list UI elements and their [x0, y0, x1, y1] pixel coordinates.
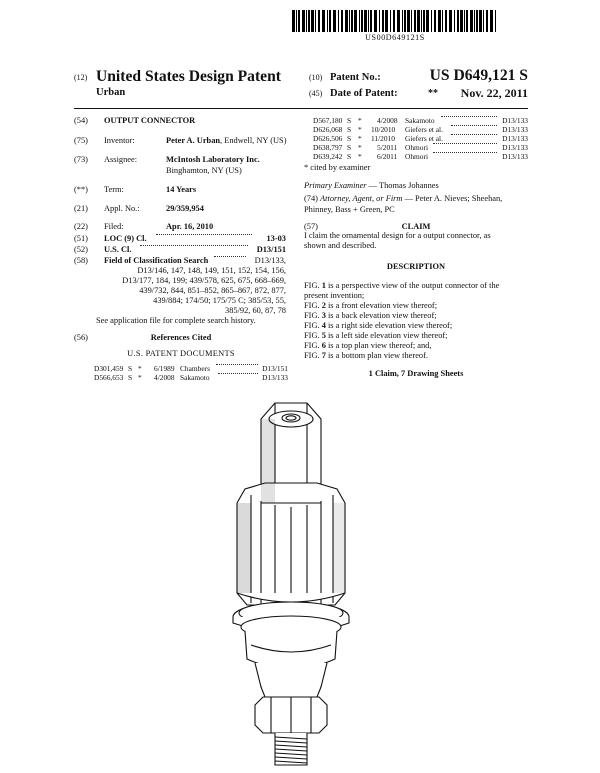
date-of-patent-label: Date of Patent: — [330, 88, 398, 99]
ref-kind: S — [347, 116, 352, 125]
appl-no-label: Appl. No.: — [104, 204, 140, 213]
attorney-label: Attorney, Agent, or Firm — [320, 194, 403, 203]
references-heading: References Cited — [150, 333, 212, 342]
fig-desc-4: FIG. 4 is a right side elevation view thereof; — [304, 321, 453, 330]
filed-label: Filed: — [104, 222, 124, 231]
ref-date: 6/2011 — [377, 152, 398, 161]
ref-star: * — [358, 143, 362, 152]
loc-code: (51) — [74, 234, 88, 243]
claims-sheets-summary: 1 Claim, 7 Drawing Sheets — [368, 369, 464, 378]
ref-class: D13/133 — [502, 134, 528, 143]
attorney-code: (74) — [304, 194, 318, 203]
us-cl-value: D13/151 — [256, 245, 286, 254]
ref-kind: S — [347, 125, 352, 134]
ref-name: Ohmori — [405, 152, 428, 161]
term-code: (**) — [74, 185, 88, 194]
ref-kind: S — [128, 364, 133, 373]
primary-examiner-name: — Thomas Johannes — [366, 181, 439, 190]
ref-number: D639,242 — [313, 152, 343, 161]
ref-kind: S — [347, 143, 352, 152]
fig-desc-6: FIG. 6 is a top plan view thereof; and, — [304, 341, 432, 350]
ref-class: D13/133 — [262, 373, 288, 382]
inventor-location: , Endwell, NY (US) — [220, 136, 287, 145]
claim-text-1: I claim the ornamental design for a output connector, as — [304, 231, 491, 240]
ref-star: * — [138, 364, 142, 373]
appl-no-code: (21) — [74, 204, 88, 213]
ref-date: 5/2011 — [377, 143, 398, 152]
fig-desc-2: FIG. 2 is a front elevation view thereof; — [304, 301, 438, 310]
header-code-12: (12) — [74, 73, 88, 82]
ref-class: D13/133 — [502, 152, 528, 161]
attorney-name-1: — Peter A. Nieves; Sheehan, — [402, 194, 503, 203]
claim-heading: CLAIM — [401, 222, 431, 231]
fig-desc-1: FIG. 1 is a perspective view of the output connector of the — [304, 281, 500, 290]
description-heading: DESCRIPTION — [386, 262, 446, 271]
claim-text-2: shown and described. — [304, 241, 377, 250]
field-search-line-5: 385/92, 60, 87, 78 — [225, 306, 286, 315]
loc-value: 13-03 — [266, 234, 286, 243]
ref-star: * — [138, 373, 142, 382]
ref-date: 11/2010 — [371, 134, 395, 143]
term-value: 14 Years — [166, 185, 197, 194]
references-code: (56) — [74, 333, 88, 342]
attorney-line — [304, 194, 502, 204]
patent-number: US D649,121 S — [429, 67, 528, 84]
output-connector-drawing — [195, 397, 375, 769]
ref-date: 6/1989 — [154, 364, 175, 373]
ref-number: D626,068 — [313, 125, 343, 134]
ref-number: D638,797 — [313, 143, 343, 152]
primary-examiner-label: Primary Examiner — [304, 181, 367, 190]
field-search-line-1: D13/146, 147, 148, 149, 151, 152, 154, 156, — [137, 266, 286, 275]
term-label: Term: — [104, 185, 124, 194]
header-code-45: (45) — [309, 89, 323, 98]
assignee-label: Assignee: — [104, 155, 138, 164]
ref-name: Chambers — [180, 364, 210, 373]
appl-no-value: 29/359,954 — [166, 204, 204, 213]
ref-class: D13/133 — [502, 125, 528, 134]
ref-number: D566,653 — [94, 373, 124, 382]
cited-by-examiner-note: * cited by examiner — [304, 163, 371, 172]
header-inventor: Urban — [96, 87, 126, 98]
ref-kind: S — [128, 373, 133, 382]
ref-date: 4/2008 — [154, 373, 175, 382]
field-search-label: Field of Classification Search — [104, 256, 209, 265]
field-search-first: D13/133, — [254, 256, 286, 265]
ref-name: Sakamoto — [180, 373, 210, 382]
ref-date: 4/2008 — [377, 116, 398, 125]
ref-name: Sakamoto — [405, 116, 435, 125]
ref-number: D626,506 — [313, 134, 343, 143]
inventor-code: (75) — [74, 136, 88, 145]
primary-examiner — [304, 181, 439, 191]
ref-name: Giefers et al. — [405, 134, 443, 143]
fig-desc-1-cont: present invention; — [304, 291, 365, 300]
us-cl-label: U.S. Cl. — [104, 245, 132, 254]
header-code-10: (10) — [309, 73, 323, 82]
ref-star: * — [358, 125, 362, 134]
ref-star: * — [358, 152, 362, 161]
field-search-note: See application file for complete search history. — [96, 316, 256, 325]
us-cl-code: (52) — [74, 245, 88, 254]
ref-name: Giefers et al. — [405, 125, 443, 134]
attorney-name-2: Phinney, Bass + Green, PC — [304, 205, 395, 214]
patent-type-title: United States Design Patent — [96, 68, 281, 85]
fig-desc-7: FIG. 7 is a bottom plan view thereof. — [304, 351, 428, 360]
assignee-location: Binghamton, NY (US) — [166, 166, 242, 175]
ref-date: 10/2010 — [371, 125, 396, 134]
ref-number: D301,459 — [94, 364, 124, 373]
ref-class: D13/133 — [502, 143, 528, 152]
field-search-code: (58) — [74, 256, 88, 265]
ref-star: * — [358, 116, 362, 125]
design-title: OUTPUT CONNECTOR — [104, 116, 196, 125]
ref-class: D13/151 — [262, 364, 288, 373]
patent-number-label: Patent No.: — [330, 72, 381, 83]
title-code: (54) — [74, 116, 88, 125]
ref-kind: S — [347, 134, 352, 143]
field-search-line-4: 439/884; 174/50; 175/75 C; 385/53, 55, — [153, 296, 286, 305]
date-term-marker: ** — [428, 88, 438, 99]
ref-class: D13/133 — [502, 116, 528, 125]
ref-kind: S — [347, 152, 352, 161]
claim-code: (57) — [304, 222, 318, 231]
date-of-patent: Nov. 22, 2011 — [460, 86, 528, 100]
assignee-name: McIntosh Laboratory Inc. — [166, 155, 260, 164]
ref-star: * — [358, 134, 362, 143]
inventor-label: Inventor: — [104, 136, 135, 145]
field-search-line-2: D13/177, 184, 199; 439/578, 625, 675, 668–669, — [122, 276, 286, 285]
fig-desc-3: FIG. 3 is a back elevation view thereof; — [304, 311, 437, 320]
assignee-code: (73) — [74, 155, 88, 164]
filed-code: (22) — [74, 222, 88, 231]
loc-label: LOC (9) Cl. — [104, 234, 147, 243]
us-patent-documents-heading: U.S. PATENT DOCUMENTS — [127, 349, 235, 358]
ref-number: D567,180 — [313, 116, 343, 125]
inventor-name: Peter A. Urban — [166, 136, 221, 145]
fig-desc-5: FIG. 5 is a left side elevation view thereof; — [304, 331, 448, 340]
field-search-line-3: 439/732, 844, 851–852, 865–867, 872, 877, — [139, 286, 286, 295]
filed-value: Apr. 16, 2010 — [166, 222, 214, 231]
barcode-number: US00D649121S — [365, 33, 425, 42]
ref-name: Ohmori — [405, 143, 428, 152]
